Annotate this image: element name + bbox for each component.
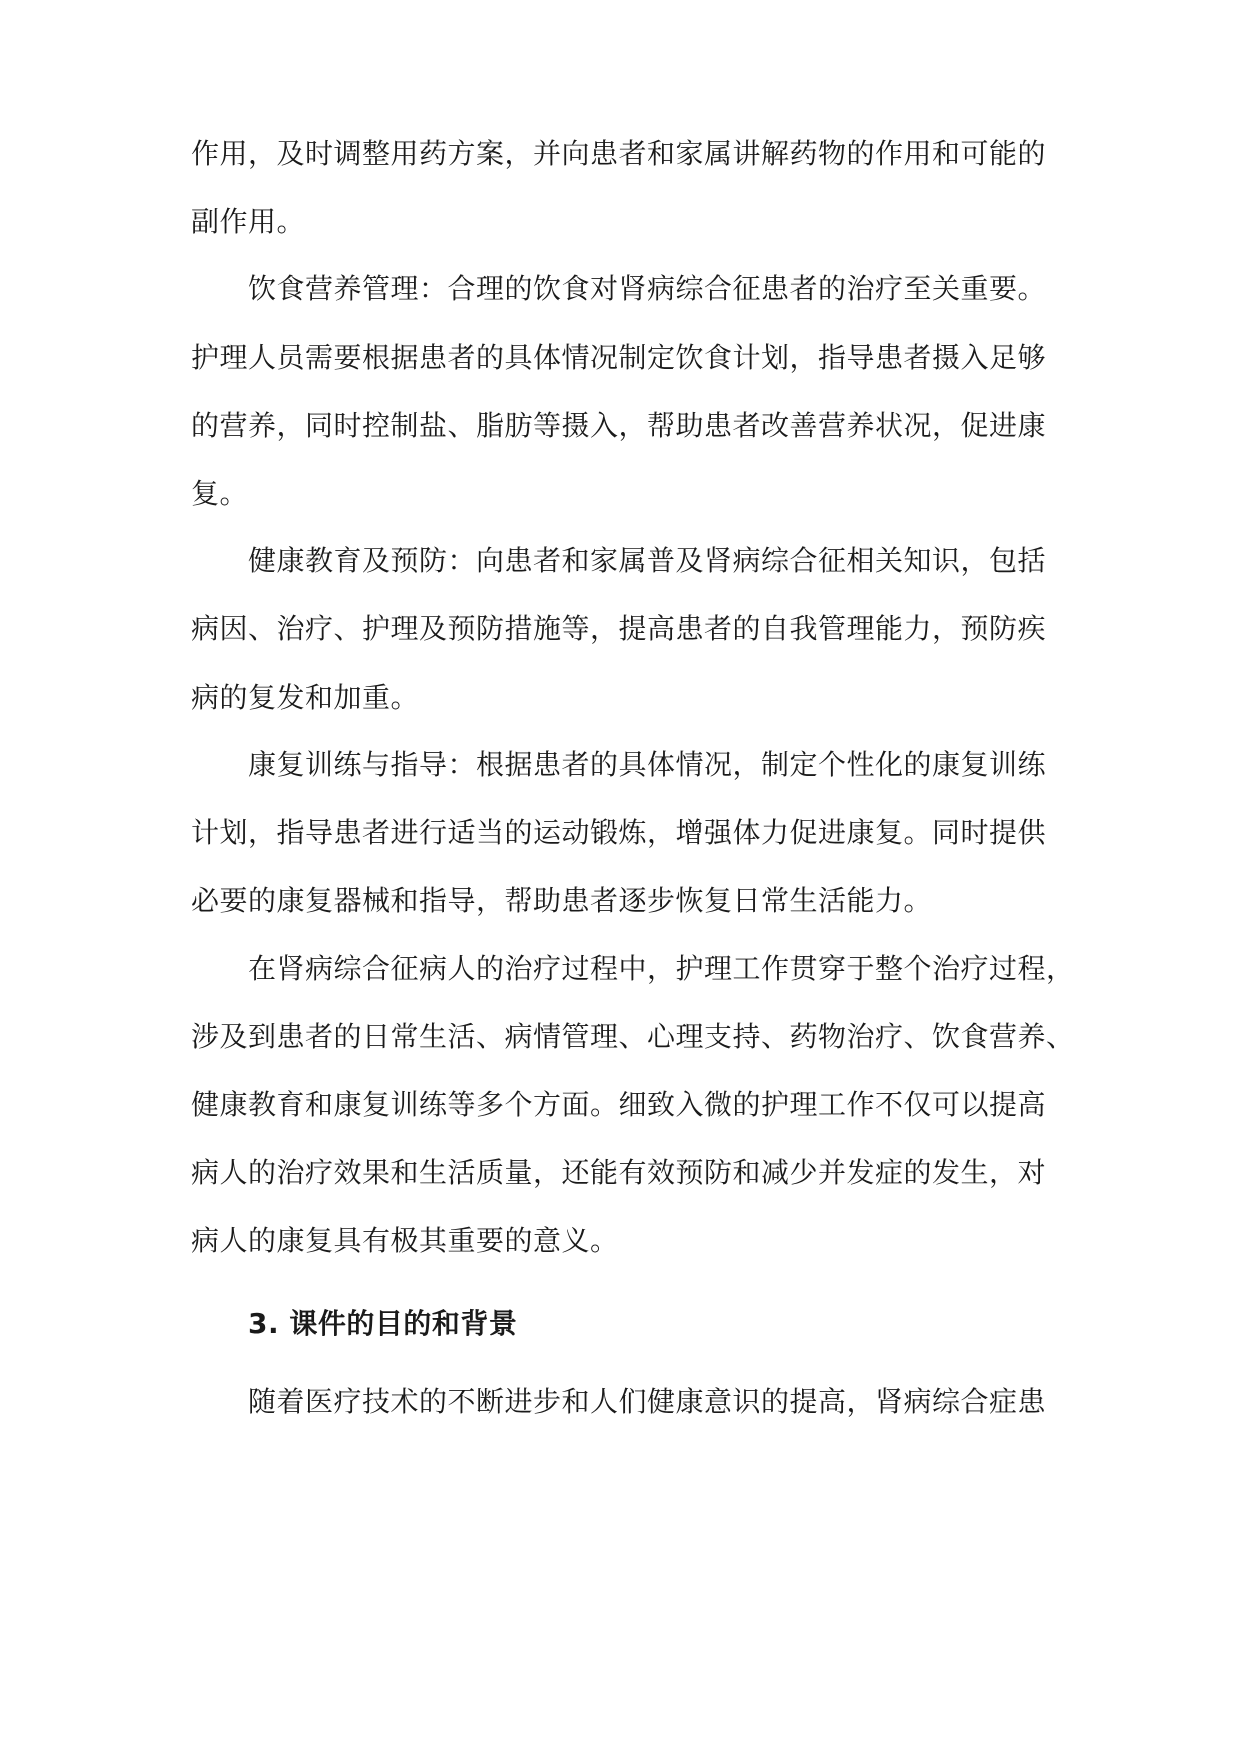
text-line: 作用，及时调整用药方案，并向患者和家属讲解药物的作用和可能的: [191, 137, 1047, 170]
text-line: 病因、治疗、护理及预防措施等，提高患者的自我管理能力，预防疾: [191, 612, 1047, 645]
paragraph-first-line: 康复训练与指导：根据患者的具体情况，制定个性化的康复训练: [248, 748, 1047, 781]
text-line: 涉及到患者的日常生活、病情管理、心理支持、药物治疗、饮食营养、: [191, 1020, 1075, 1053]
text-line: 副作用。: [191, 205, 306, 238]
text-line: 的营养，同时控制盐、脂肪等摄入，帮助患者改善营养状况，促进康: [191, 409, 1047, 442]
text-line: 护理人员需要根据患者的具体情况制定饮食计划，指导患者摄入足够: [191, 341, 1047, 374]
paragraph-first-line: 饮食营养管理：合理的饮食对肾病综合征患者的治疗至关重要。: [248, 272, 1047, 305]
text-line: 必要的康复器械和指导，帮助患者逐步恢复日常生活能力。: [191, 884, 933, 917]
text-line: 病人的治疗效果和生活质量，还能有效预防和减少并发症的发生，对: [191, 1156, 1047, 1189]
text-line: 复。: [191, 477, 249, 510]
section-heading: 3. 课件的目的和背景: [248, 1307, 518, 1340]
text-line: 健康教育和康复训练等多个方面。细致入微的护理工作不仅可以提高: [191, 1088, 1047, 1121]
text-line: 计划，指导患者进行适当的运动锻炼，增强体力促进康复。同时提供: [191, 816, 1047, 849]
paragraph-first-line: 随着医疗技术的不断进步和人们健康意识的提高，肾病综合症患: [248, 1385, 1047, 1418]
paragraph-first-line: 健康教育及预防：向患者和家属普及肾病综合征相关知识，包括: [248, 544, 1047, 577]
text-line: 病的复发和加重。: [191, 681, 420, 714]
paragraph-first-line: 在肾病综合征病人的治疗过程中，护理工作贯穿于整个治疗过程，: [248, 952, 1075, 985]
text-line: 病人的康复具有极其重要的意义。: [191, 1224, 619, 1257]
